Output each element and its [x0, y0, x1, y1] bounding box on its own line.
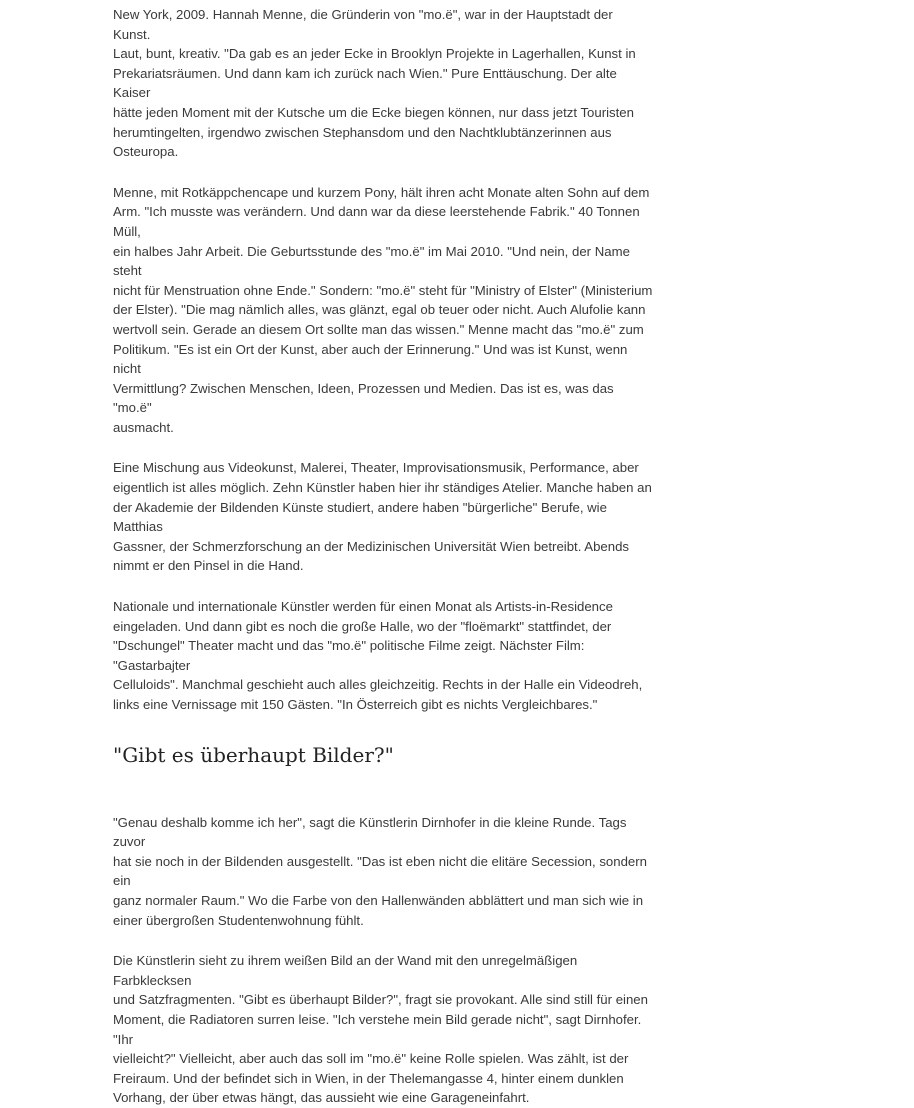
paragraph-mischung: Eine Mischung aus Videokunst, Malerei, Theater, Improvisationsmusik, Performance, aber eigentlich ist alles möglich. Zehn Künstler haben hier ihr ständiges Atelier. Manche haben an der Akademie der Bildenden Künste studiert, andere haben "bürgerliche" Berufe, wie Matthias Gassner, der Schmerzforschung an der Medizinischen Universität Wien betreibt. Abends nimmt er den Pinsel in die Hand. [113, 460, 652, 574]
paragraph-weisses-bild: Die Künstlerin sieht zu ihrem weißen Bild an der Wand mit den unregelmäßigen Farbklecksen und Satzfragmenten. "Gibt es überhaupt Bilder?", fragt sie provokant. Alle sind still für einen Moment, die Radiatoren surren leise. "Ich verstehe mein Bild gerade nicht", sagt Dirnhofer. "Ihr vielleicht?" Vielleicht, aber auch das soll im "mo.ë" keine Rolle spielen. Was zählt, ist der Freiraum. Und der befindet sich in Wien, in der Thelemangasse 4, hinter einem dunklen Vorhang, der über etwas hängt, das aussieht wie eine Garageneinfahrt. [113, 953, 648, 1106]
article-body [113, 5, 653, 1108]
paragraph-new-york: New York, 2009. Hannah Menne, die Gründerin von "mo.ë", war in der Hauptstadt der Kunst. Laut, bunt, kreativ. "Da gab es an jeder Ecke in Brooklyn Projekte in Lagerhallen, Kunst in Prekariatsräumen. Und dann kam ich zurück nach Wien." Pure Enttäuschung. Der alte Kaiser hätte jeden Moment mit der Kutsche um die Ecke biegen können, nur dass jetzt Touristen herumtingelten, irgendwo zwischen Stephansdom und den Nachtklubtänzerinnen aus Osteuropa. [113, 7, 636, 160]
paragraph-dirnhofer: "Genau deshalb komme ich her", sagt die Künstlerin Dirnhofer in die kleine Runde. Tags zuvor hat sie noch in der Bildenden ausgestellt. "Das ist eben nicht die elitäre Secession, sondern ein ganz normaler Raum." Wo die Farbe von den Hallenwänden abblättert und man sich wie in einer übergroßen Studentenwohnung fühlt. [113, 814, 647, 928]
section-heading: "Gibt es überhaupt Bilder?" [113, 742, 394, 767]
paragraph-kuenstler: Nationale und internationale Künstler werden für einen Monat als Artists-in-Residence eingeladen. Und dann gibt es noch die große Halle, wo der "floëmarkt" stattfindet, der "Dschungel" Theater macht und das "mo.ë" politische Filme zeigt. Nächster Film: "Gastarbajter Celluloids". Manchmal geschieht auch alles gleichzeitig. Rechts in der Halle ein Videodreh, links eine Vernissage mit 150 Gästen. "In Österreich gibt es nichts Vergleichbares." [113, 599, 643, 712]
paragraph-menne: Menne, mit Rotkäppchencape und kurzem Pony, hält ihren acht Monate alten Sohn auf dem Arm. "Ich musste was verändern. Und dann war da diese leerstehende Fabrik." 40 Tonnen Müll, ein halbes Jahr Arbeit. Die Geburtsstunde des "mo.ë" im Mai 2010. "Und nein, der Name steht nicht für Menstruation ohne Ende." Sondern: "mo.ë" steht für "Ministry of Elster" (Ministerium der Elster). "Die mag nämlich alles, was glänzt, egal ob teuer oder nicht. Auch Alufolie kann wertvoll sein. Gerade an diesem Ort sollte man das wissen." Menne macht das "mo.ë" zum Politikum. "Es ist ein Ort der Kunst, aber auch der Erinnerung." Und was ist Kunst, wenn nicht Vermittlung? Zwischen Menschen, Ideen, Prozessen und Medien. Das ist es, was das "mo.ë" ausmacht. [113, 184, 653, 435]
